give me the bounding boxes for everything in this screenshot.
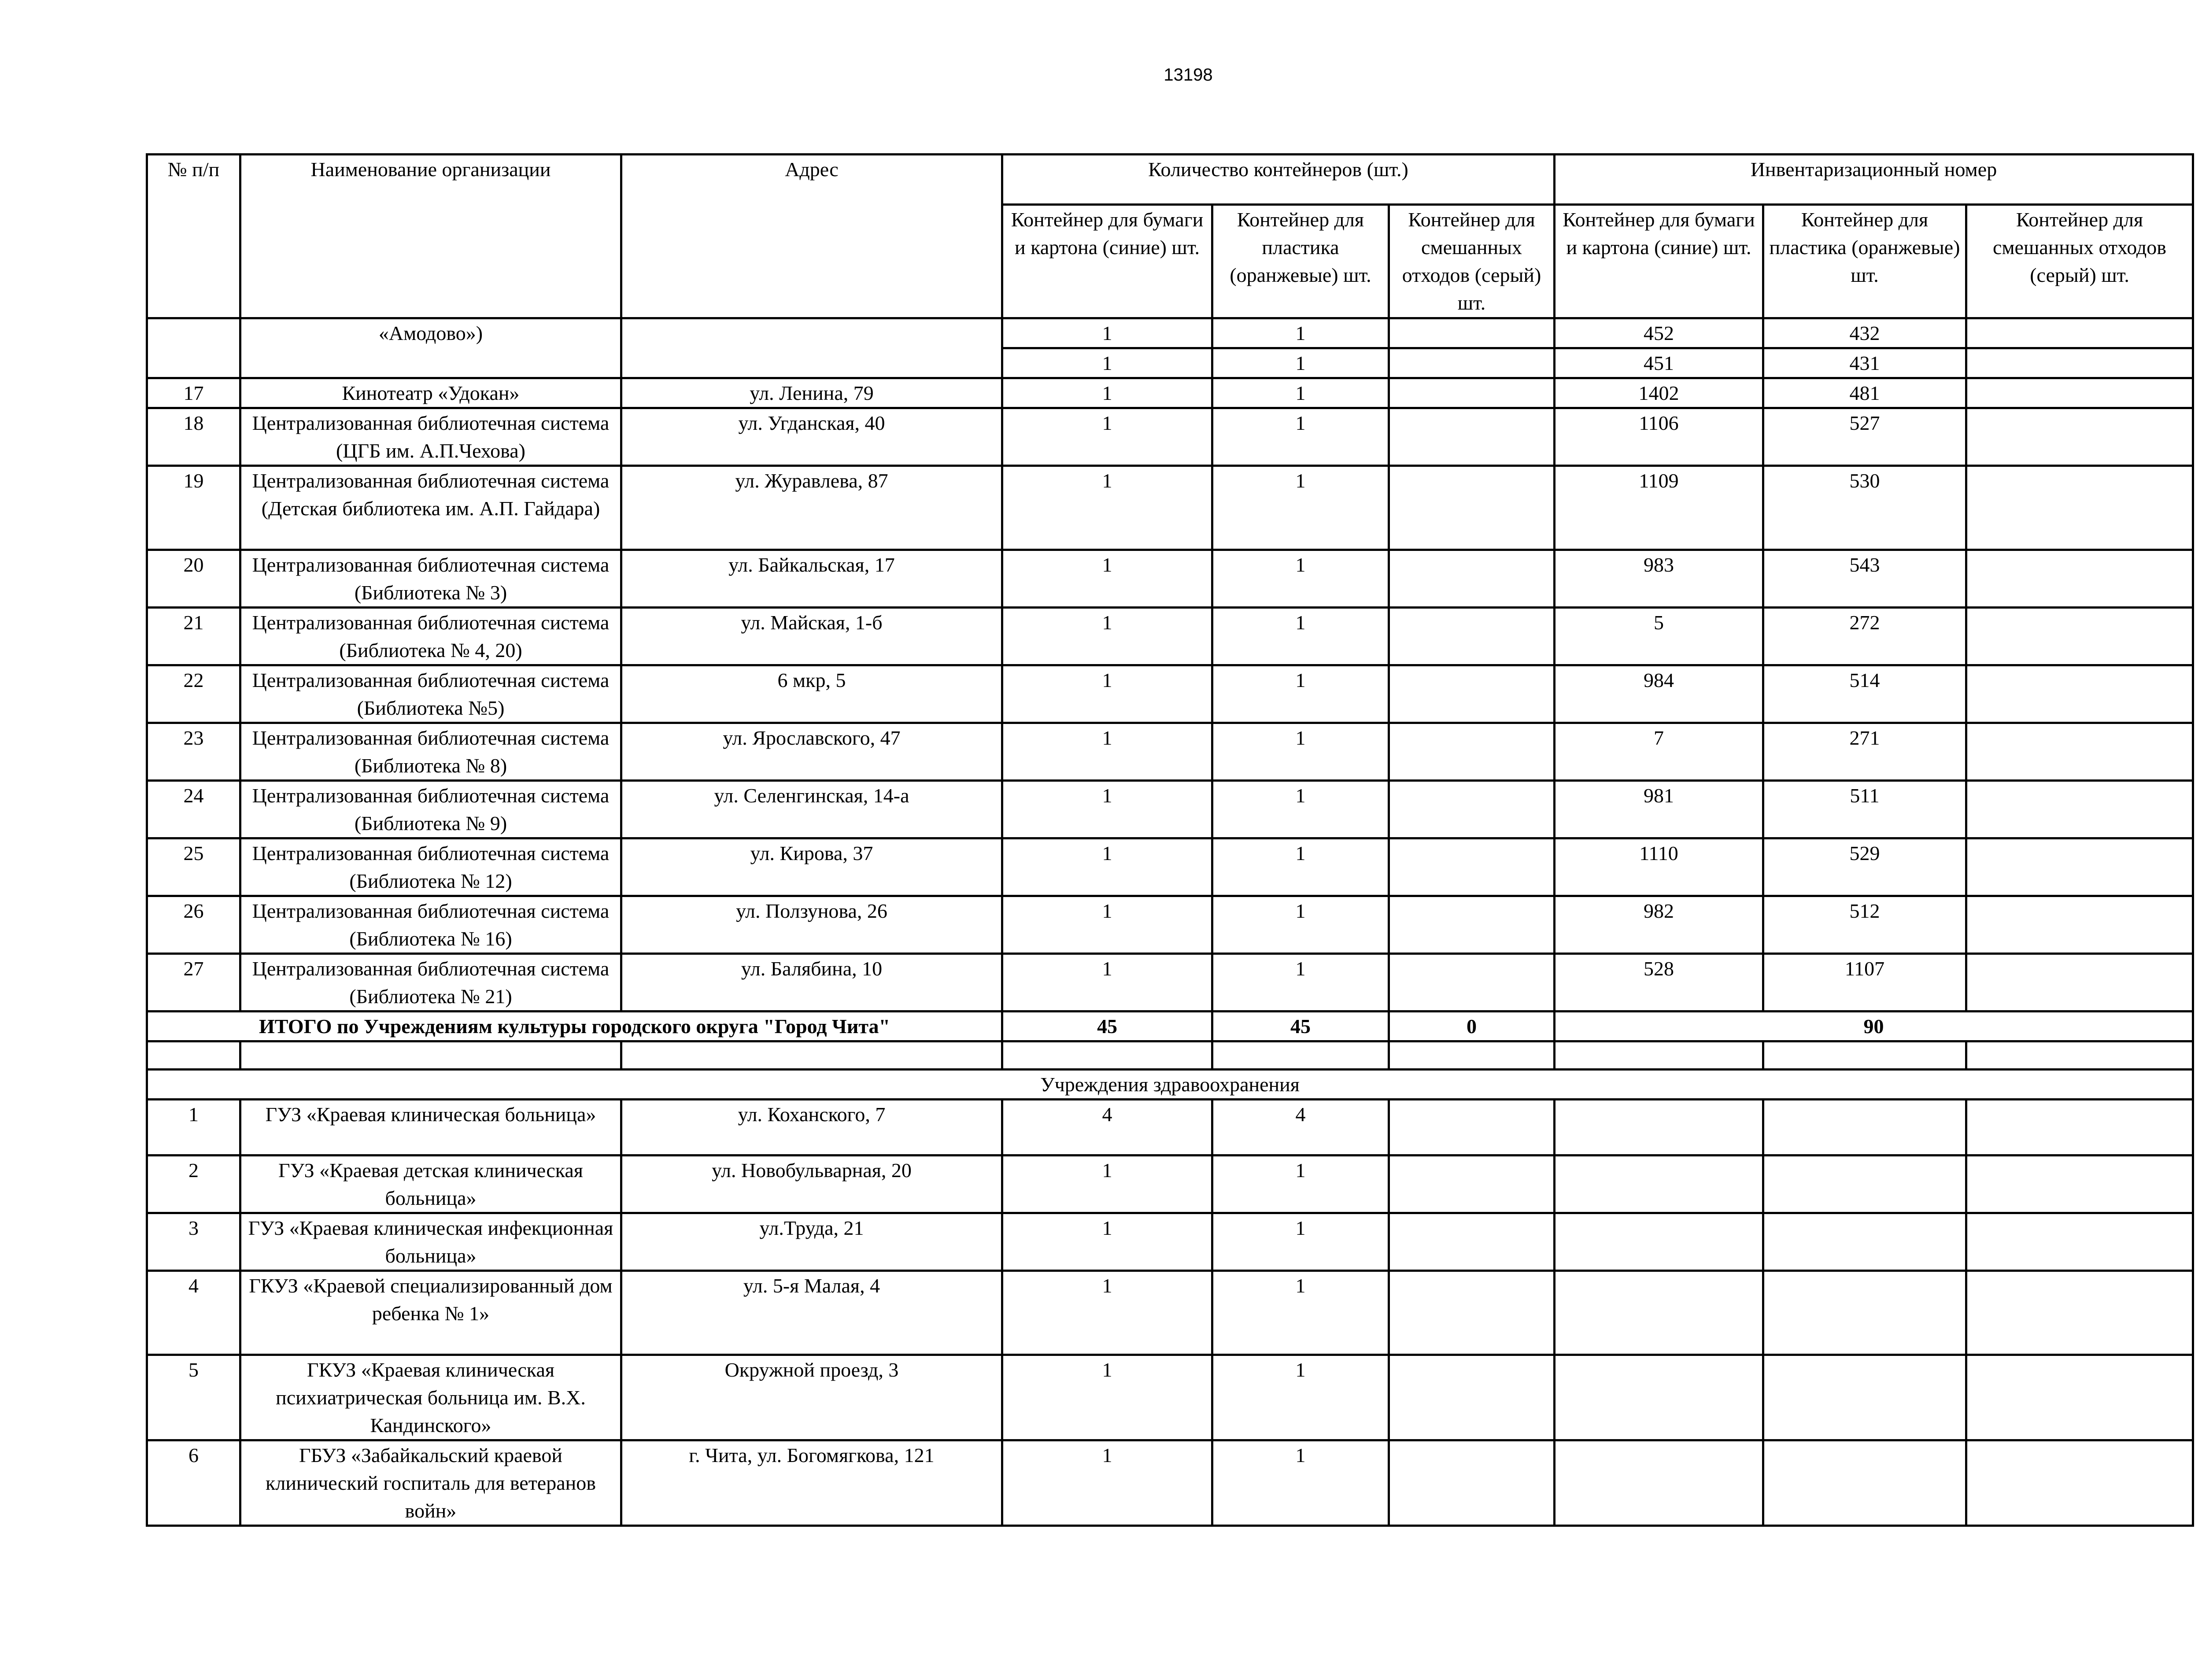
cell-qty-plastic: 1 [1212, 723, 1389, 781]
cell-inv-plastic: 529 [1763, 838, 1966, 896]
cell-address: г. Чита, ул. Богомягкова, 121 [621, 1440, 1002, 1526]
cell-qty-plastic: 1 [1212, 466, 1389, 550]
cell-inv-mixed [1966, 550, 2193, 608]
table-row [147, 1355, 2193, 1440]
cell-inv-mixed [1966, 1355, 2193, 1440]
cell-qty-mixed [1389, 318, 1555, 348]
cell-qty-mixed [1389, 348, 1555, 378]
cell-num: 19 [147, 466, 240, 550]
cell-inv-mixed [1966, 781, 2193, 838]
cell-address: 6 мкр, 5 [621, 665, 1002, 723]
cell-inv-plastic: 514 [1763, 665, 1966, 723]
table-row [147, 665, 2193, 723]
cell-qty-paper: 1 [1002, 378, 1212, 408]
cell-inv-mixed [1966, 466, 2193, 550]
header-qty-mixed: Контейнер для смешанных отходов (серый) шт. [1389, 205, 1555, 318]
cell-qty-paper: 1 [1002, 1355, 1212, 1440]
cell-qty-mixed [1389, 1213, 1555, 1271]
cell-qty-plastic: 1 [1212, 550, 1389, 608]
total-row [147, 1012, 2193, 1041]
cell-inv-paper: 981 [1555, 781, 1763, 838]
table-body [147, 318, 2193, 1526]
cell-num: 2 [147, 1156, 240, 1213]
empty-cell [1389, 1041, 1555, 1070]
cell-inv-paper: 1110 [1555, 838, 1763, 896]
cell-qty-plastic: 1 [1212, 954, 1389, 1012]
cell-org: ГУЗ «Краевая клиническая больница» [240, 1100, 621, 1156]
section-title-row [147, 1070, 2193, 1100]
cell-org: «Амодово») [240, 318, 621, 378]
cell-qty-mixed [1389, 608, 1555, 665]
cell-num: 25 [147, 838, 240, 896]
header-num: № п/п [147, 155, 240, 318]
cell-address: ул. Новобульварная, 20 [621, 1156, 1002, 1213]
cell-num [147, 318, 240, 378]
total-inv: 90 [1555, 1012, 2193, 1041]
cell-qty-mixed [1389, 781, 1555, 838]
cell-address: ул. Байкальская, 17 [621, 550, 1002, 608]
cell-inv-mixed [1966, 723, 2193, 781]
table-row [147, 781, 2193, 838]
cell-org: Централизованная библиотечная система (Библиотека № 12) [240, 838, 621, 896]
cell-org: ГУЗ «Краевая детская клиническая больница» [240, 1156, 621, 1213]
cell-inv-plastic: 530 [1763, 466, 1966, 550]
cell-inv-mixed [1966, 408, 2193, 466]
cell-org: Централизованная библиотечная система (Библиотека № 21) [240, 954, 621, 1012]
cell-org: Централизованная библиотечная система (ЦГБ им. А.П.Чехова) [240, 408, 621, 466]
empty-row [147, 1041, 2193, 1070]
cell-address [621, 318, 1002, 378]
cell-qty-plastic: 1 [1212, 408, 1389, 466]
cell-num: 21 [147, 608, 240, 665]
cell-num: 18 [147, 408, 240, 466]
empty-cell [147, 1041, 240, 1070]
cell-address: Окружной проезд, 3 [621, 1355, 1002, 1440]
cell-num: 24 [147, 781, 240, 838]
cell-qty-paper: 1 [1002, 408, 1212, 466]
cell-qty-mixed [1389, 550, 1555, 608]
table-row [147, 550, 2193, 608]
table-row [147, 723, 2193, 781]
cell-inv-paper [1555, 1213, 1763, 1271]
empty-cell [240, 1041, 621, 1070]
header-qty-plastic: Контейнер для пластика (оранжевые) шт. [1212, 205, 1389, 318]
cell-qty-paper: 1 [1002, 838, 1212, 896]
page-number: 13198 [1164, 65, 1213, 85]
cell-address: ул. Журавлева, 87 [621, 466, 1002, 550]
header-org: Наименование организации [240, 155, 621, 318]
cell-qty-mixed [1389, 954, 1555, 1012]
cell-num: 5 [147, 1355, 240, 1440]
cell-qty-plastic: 1 [1212, 838, 1389, 896]
cell-org: Кинотеатр «Удокан» [240, 378, 621, 408]
cell-address: ул. Селенгинская, 14-а [621, 781, 1002, 838]
cell-qty-plastic: 1 [1212, 348, 1389, 378]
cell-qty-plastic: 1 [1212, 665, 1389, 723]
cell-inv-plastic [1763, 1355, 1966, 1440]
cell-inv-plastic [1763, 1271, 1966, 1355]
cell-inv-plastic: 272 [1763, 608, 1966, 665]
header-qty-group: Количество контейнеров (шт.) [1002, 155, 1555, 205]
cell-inv-paper: 983 [1555, 550, 1763, 608]
cell-inv-paper: 452 [1555, 318, 1763, 348]
header-inv-plastic: Контейнер для пластика (оранжевые) шт. [1763, 205, 1966, 318]
cell-inv-plastic [1763, 1156, 1966, 1213]
table-row [147, 896, 2193, 954]
total-label: ИТОГО по Учреждениям культуры городского округа "Город Чита" [147, 1012, 1002, 1041]
cell-qty-paper: 1 [1002, 466, 1212, 550]
cell-inv-mixed [1966, 608, 2193, 665]
cell-qty-plastic: 1 [1212, 608, 1389, 665]
cell-inv-paper: 1109 [1555, 466, 1763, 550]
cell-inv-plastic: 512 [1763, 896, 1966, 954]
table-row [147, 1271, 2193, 1355]
cell-inv-mixed [1966, 1156, 2193, 1213]
table-row [147, 466, 2193, 550]
cell-qty-mixed [1389, 1100, 1555, 1156]
cell-org: Централизованная библиотечная система (Библиотека № 16) [240, 896, 621, 954]
cell-qty-mixed [1389, 1355, 1555, 1440]
cell-inv-mixed [1966, 378, 2193, 408]
cell-qty-plastic: 1 [1212, 896, 1389, 954]
cell-inv-mixed [1966, 1440, 2193, 1526]
cell-inv-paper: 982 [1555, 896, 1763, 954]
cell-address: ул. Ленина, 79 [621, 378, 1002, 408]
cell-qty-mixed [1389, 1156, 1555, 1213]
cell-num: 26 [147, 896, 240, 954]
cell-qty-mixed [1389, 838, 1555, 896]
cell-org: ГУЗ «Краевая клиническая инфекционная больница» [240, 1213, 621, 1271]
cell-qty-paper: 1 [1002, 348, 1212, 378]
cell-num: 3 [147, 1213, 240, 1271]
empty-cell [1763, 1041, 1966, 1070]
header-address: Адрес [621, 155, 1002, 318]
cell-qty-plastic: 1 [1212, 378, 1389, 408]
cell-address: ул. Угданская, 40 [621, 408, 1002, 466]
cell-qty-plastic: 1 [1212, 318, 1389, 348]
total-qty-mixed: 0 [1389, 1012, 1555, 1041]
cell-num: 17 [147, 378, 240, 408]
cell-qty-mixed [1389, 378, 1555, 408]
cell-qty-mixed [1389, 1440, 1555, 1526]
cell-inv-plastic: 271 [1763, 723, 1966, 781]
cell-qty-paper: 1 [1002, 608, 1212, 665]
table-row [147, 408, 2193, 466]
table-row [147, 318, 2193, 348]
cell-qty-plastic: 1 [1212, 781, 1389, 838]
cell-inv-plastic: 431 [1763, 348, 1966, 378]
cell-inv-plastic: 527 [1763, 408, 1966, 466]
cell-inv-mixed [1966, 348, 2193, 378]
cell-org: Централизованная библиотечная система (Библиотека № 8) [240, 723, 621, 781]
cell-inv-paper [1555, 1156, 1763, 1213]
table-row [147, 608, 2193, 665]
table-row [147, 378, 2193, 408]
cell-qty-plastic: 1 [1212, 1156, 1389, 1213]
cell-qty-mixed [1389, 665, 1555, 723]
cell-address: ул. Балябина, 10 [621, 954, 1002, 1012]
cell-inv-plastic: 432 [1763, 318, 1966, 348]
cell-org: Централизованная библиотечная система (Библиотека № 4, 20) [240, 608, 621, 665]
cell-num: 22 [147, 665, 240, 723]
cell-qty-mixed [1389, 466, 1555, 550]
cell-qty-paper: 1 [1002, 1156, 1212, 1213]
cell-address: ул. Кирова, 37 [621, 838, 1002, 896]
total-qty-paper: 45 [1002, 1012, 1212, 1041]
cell-qty-paper: 1 [1002, 1213, 1212, 1271]
cell-org: Централизованная библиотечная система (Библиотека №5) [240, 665, 621, 723]
cell-inv-mixed [1966, 1100, 2193, 1156]
cell-qty-mixed [1389, 896, 1555, 954]
cell-inv-paper: 451 [1555, 348, 1763, 378]
cell-address: ул.Труда, 21 [621, 1213, 1002, 1271]
cell-qty-plastic: 1 [1212, 1271, 1389, 1355]
cell-org: ГКУЗ «Краевой специализированный дом ребенка № 1» [240, 1271, 621, 1355]
cell-inv-mixed [1966, 838, 2193, 896]
cell-qty-paper: 1 [1002, 318, 1212, 348]
cell-inv-mixed [1966, 318, 2193, 348]
table-row [147, 1156, 2193, 1213]
cell-inv-paper [1555, 1100, 1763, 1156]
cell-inv-paper: 1106 [1555, 408, 1763, 466]
table-row [147, 1213, 2193, 1271]
empty-cell [1966, 1041, 2193, 1070]
total-qty-plastic: 45 [1212, 1012, 1389, 1041]
cell-inv-plastic: 1107 [1763, 954, 1966, 1012]
cell-inv-mixed [1966, 896, 2193, 954]
cell-address: ул. Ползунова, 26 [621, 896, 1002, 954]
cell-num: 6 [147, 1440, 240, 1526]
cell-inv-paper [1555, 1440, 1763, 1526]
cell-inv-plastic: 481 [1763, 378, 1966, 408]
cell-inv-paper: 5 [1555, 608, 1763, 665]
cell-inv-paper: 7 [1555, 723, 1763, 781]
cell-num: 23 [147, 723, 240, 781]
cell-address: ул. Коханского, 7 [621, 1100, 1002, 1156]
cell-num: 27 [147, 954, 240, 1012]
table-row [147, 1440, 2193, 1526]
cell-qty-mixed [1389, 408, 1555, 466]
empty-cell [1212, 1041, 1389, 1070]
cell-inv-paper: 528 [1555, 954, 1763, 1012]
empty-cell [621, 1041, 1002, 1070]
header-qty-paper: Контейнер для бумаги и картона (синие) шт. [1002, 205, 1212, 318]
header-inv-group: Инвентаризационный номер [1555, 155, 2193, 205]
cell-qty-mixed [1389, 723, 1555, 781]
cell-qty-mixed [1389, 1271, 1555, 1355]
cell-qty-paper: 1 [1002, 896, 1212, 954]
cell-org: ГБУЗ «Забайкальский краевой клинический госпиталь для ветеранов войн» [240, 1440, 621, 1526]
containers-table [146, 153, 2194, 1527]
cell-qty-paper: 1 [1002, 723, 1212, 781]
cell-num: 4 [147, 1271, 240, 1355]
cell-inv-plastic: 511 [1763, 781, 1966, 838]
cell-qty-plastic: 1 [1212, 1355, 1389, 1440]
cell-org: Централизованная библиотечная система (Библиотека № 9) [240, 781, 621, 838]
cell-inv-plastic [1763, 1213, 1966, 1271]
cell-qty-paper: 1 [1002, 550, 1212, 608]
cell-org: Централизованная библиотечная система (Библиотека № 3) [240, 550, 621, 608]
cell-inv-mixed [1966, 954, 2193, 1012]
cell-qty-paper: 4 [1002, 1100, 1212, 1156]
empty-cell [1002, 1041, 1212, 1070]
cell-qty-paper: 1 [1002, 1271, 1212, 1355]
cell-address: ул. Ярославского, 47 [621, 723, 1002, 781]
cell-org: ГКУЗ «Краевая клиническая психиатрическая больница им. В.Х. Кандинского» [240, 1355, 621, 1440]
cell-inv-mixed [1966, 1213, 2193, 1271]
header-inv-mixed: Контейнер для смешанных отходов (серый) шт. [1966, 205, 2193, 318]
cell-inv-mixed [1966, 665, 2193, 723]
empty-cell [1555, 1041, 1763, 1070]
cell-qty-paper: 1 [1002, 781, 1212, 838]
cell-inv-paper: 1402 [1555, 378, 1763, 408]
cell-qty-plastic: 1 [1212, 1213, 1389, 1271]
cell-inv-paper [1555, 1271, 1763, 1355]
cell-num: 20 [147, 550, 240, 608]
cell-qty-plastic: 4 [1212, 1100, 1389, 1156]
cell-inv-plastic [1763, 1100, 1966, 1156]
cell-address: ул. 5-я Малая, 4 [621, 1271, 1002, 1355]
cell-num: 1 [147, 1100, 240, 1156]
cell-qty-paper: 1 [1002, 954, 1212, 1012]
table-row [147, 954, 2193, 1012]
cell-inv-paper: 984 [1555, 665, 1763, 723]
cell-org: Централизованная библиотечная система (Детская библиотека им. А.П. Гайдара) [240, 466, 621, 550]
table-row [147, 838, 2193, 896]
cell-inv-plastic [1763, 1440, 1966, 1526]
cell-qty-plastic: 1 [1212, 1440, 1389, 1526]
cell-inv-paper [1555, 1355, 1763, 1440]
header-inv-paper: Контейнер для бумаги и картона (синие) шт. [1555, 205, 1763, 318]
table-row [147, 1100, 2193, 1156]
cell-address: ул. Майская, 1-б [621, 608, 1002, 665]
section-title: Учреждения здравоохранения [147, 1070, 2193, 1100]
cell-qty-paper: 1 [1002, 1440, 1212, 1526]
cell-inv-plastic: 543 [1763, 550, 1966, 608]
cell-inv-mixed [1966, 1271, 2193, 1355]
cell-qty-paper: 1 [1002, 665, 1212, 723]
table-header [147, 155, 2193, 318]
